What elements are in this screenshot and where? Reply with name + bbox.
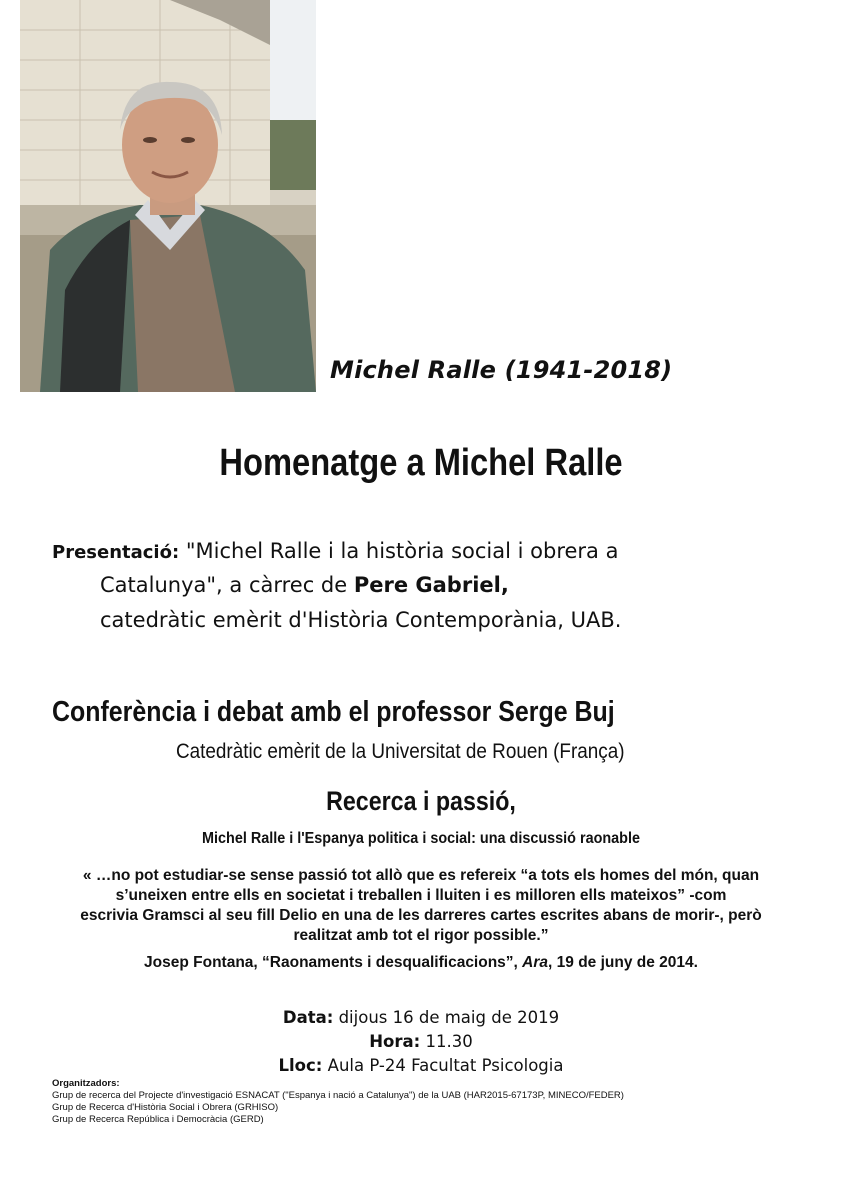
presentation-label: Presentació: — [52, 542, 180, 563]
quote-attribution — [0, 954, 842, 972]
event-time — [0, 1032, 842, 1051]
attribution-source: Ara — [522, 954, 549, 971]
event-date — [0, 1008, 842, 1027]
talk-subtitle: Michel Ralle i l'Espanya politica i social: una discussió raonable — [202, 830, 640, 847]
organizer-item: Grup de Recerca d'Història Social i Obrera (GRHISO) — [52, 1102, 279, 1113]
presentation-line-2 — [100, 568, 509, 602]
event-place — [0, 1056, 842, 1075]
quote-line: s’uneixen entre ells en societat i treballen i lluiten i es milloren ells mateixos” -com — [115, 887, 727, 904]
quote-line: escrivia Gramsci al seu fill Delio en una de les darreres cartes escrites abans de morir-, però — [80, 907, 762, 924]
portrait-photo — [20, 0, 316, 392]
quote — [70, 866, 772, 946]
quote-line: realitzat amb tot el rigor possible.” — [293, 927, 549, 944]
presentation-line-1 — [52, 534, 618, 570]
organizers — [52, 1078, 624, 1126]
presentation-line-3: catedràtic emèrit d'Història Contemporània, UAB. — [100, 608, 622, 632]
conference-heading: Conferència i debat amb el professor Serge Buj — [52, 696, 615, 728]
presentation-text-1: "Michel Ralle i la història social i obrera a — [185, 539, 619, 563]
place-label: Lloc: — [278, 1056, 323, 1075]
date-label: Data: — [282, 1008, 334, 1027]
organizer-item: Grup de recerca del Projecte d'investigació ESNACAT ("Espanya i nació a Catalunya") de la UAB (HAR2015-67173P, MINECO/FEDER) — [52, 1090, 624, 1101]
place-value: Aula P-24 Facultat Psicologia — [322, 1056, 564, 1075]
time-value: 11.30 — [420, 1032, 473, 1051]
portrait-illustration — [20, 0, 316, 392]
presenter-name: Pere Gabriel, — [353, 573, 509, 597]
presentation-text-2: Catalunya", a càrrec de — [100, 573, 354, 597]
talk-title: Recerca i passió, — [326, 786, 516, 816]
organizers-heading: Organitzadors: — [52, 1078, 120, 1089]
attribution-text: Josep Fontana, “Raonaments i desqualificacions”, — [144, 954, 523, 971]
date-value: dijous 16 de maig de 2019 — [333, 1008, 560, 1027]
quote-line: « …no pot estudiar-se sense passió tot allò que es refereix “a tots els homes del món, quan — [82, 867, 760, 884]
page-title: Homenatge a Michel Ralle — [219, 442, 623, 484]
photo-caption: Michel Ralle (1941-2018) — [330, 356, 673, 384]
organizer-item: Grup de Recerca República i Democràcia (GERD) — [52, 1114, 264, 1125]
time-label: Hora: — [369, 1032, 421, 1051]
attribution-date: , 19 de juny de 2014. — [548, 954, 698, 971]
conference-affiliation: Catedràtic emèrit de la Universitat de Rouen (França) — [176, 740, 625, 763]
